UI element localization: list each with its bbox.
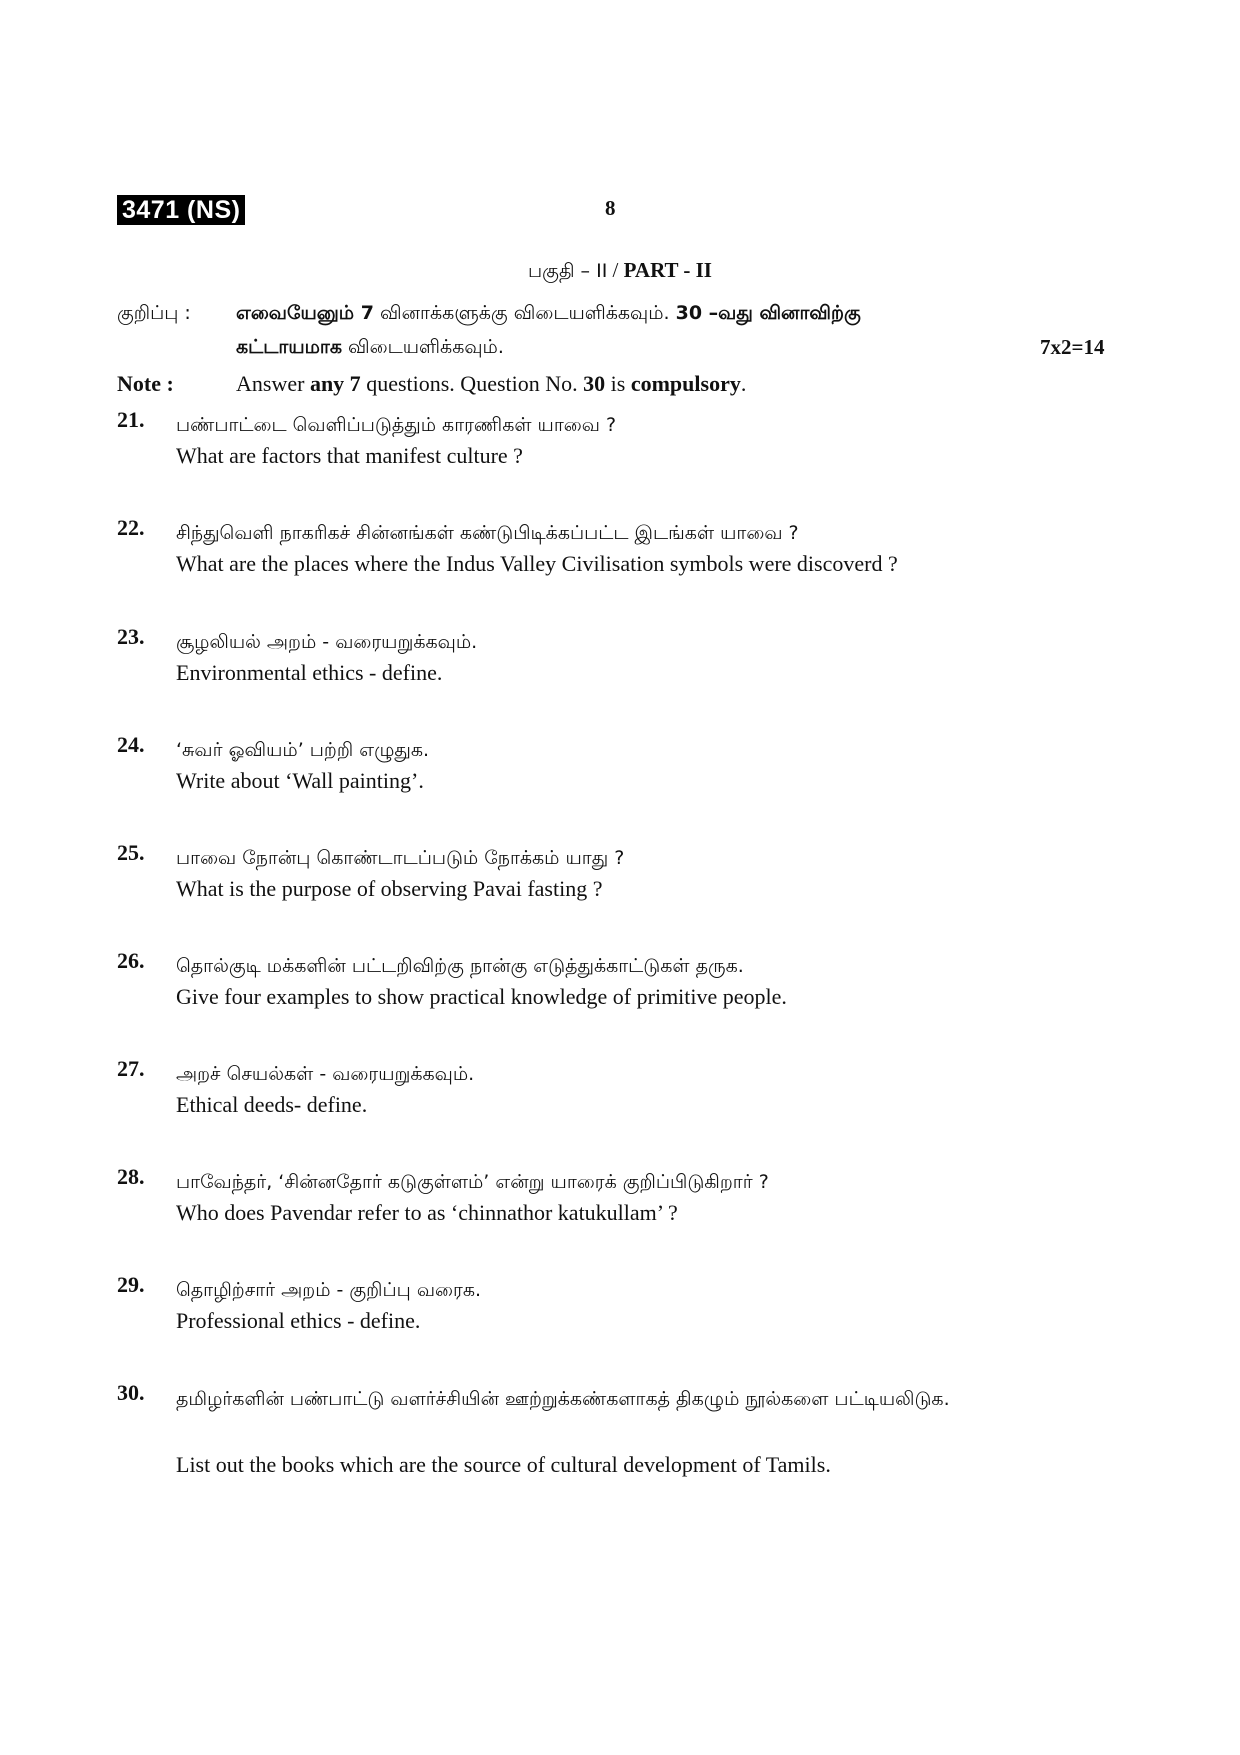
question-number: 21. <box>117 407 145 432</box>
part-heading-tamil: பகுதி – II <box>528 260 608 282</box>
instruction-label-tamil: குறிப்பு : <box>117 302 191 324</box>
note-emphasis-compulsory: compulsory <box>630 371 741 396</box>
question-number: 22. <box>117 515 145 540</box>
question-text-tamil: அறச் செயல்கள் - வரையறுக்கவும். <box>176 1063 475 1085</box>
note-part: is <box>605 371 631 396</box>
question-number: 29. <box>117 1272 145 1297</box>
question-number: 28. <box>117 1164 145 1189</box>
page-number: 8 <box>605 196 616 220</box>
instruction-text-answer: வினாக்களுக்கு விடையளிக்கவும். <box>373 302 676 324</box>
question-number: 26. <box>117 948 145 973</box>
question-number: 30. <box>117 1380 145 1405</box>
question-text-tamil: பாவேந்தர், ‘சின்னதோர் கடுகுள்ளம்’ என்று யாரைக் குறிப்பிடுகிறார் ? <box>176 1171 769 1193</box>
note-text <box>236 371 746 397</box>
question-text-english: What are the places where the Indus Valley Civilisation symbols were discoverd ? <box>176 551 898 576</box>
question-text-english: Who does Pavendar refer to as ‘chinnathor katukullam’ ? <box>176 1200 678 1225</box>
instruction-emphasis-any7: எவையேனும் 7 <box>236 302 374 324</box>
question-text-english: Environmental ethics - define. <box>176 660 443 685</box>
part-heading-separator: / <box>607 258 624 282</box>
part-heading <box>0 258 1240 285</box>
instruction-emphasis-q30: 30 –வது வினாவிற்கு <box>675 302 861 324</box>
question-number: 25. <box>117 840 145 865</box>
instruction-emphasis-compulsory: கட்டாயமாக <box>236 336 342 358</box>
note-label: Note : <box>117 371 174 396</box>
question-text-tamil: தமிழர்களின் பண்பாட்டு வளர்ச்சியின் ஊற்றுக்கண்களாகத் திகழும் நூல்களை பட்டியலிடுக. <box>176 1388 950 1410</box>
question-text-english: What is the purpose of observing Pavai fasting ? <box>176 876 603 901</box>
question-paper-code: 3471 (NS) <box>117 195 245 225</box>
question-text-english: Ethical deeds- define. <box>176 1092 368 1117</box>
question-text-tamil: தொழிற்சார் அறம் - குறிப்பு வரைக. <box>176 1279 482 1301</box>
question-text-tamil: ‘சுவர் ஓவியம்’ பற்றி எழுதுக. <box>176 739 430 761</box>
question-number: 27. <box>117 1056 145 1081</box>
marks-allocation: 7x2=14 <box>1040 335 1105 359</box>
note-emphasis-30: 30 <box>583 371 606 396</box>
note-part: . <box>740 371 747 396</box>
question-text-english: List out the books which are the source of cultural development of Tamils. <box>176 1452 831 1477</box>
note-part: questions. Question No. <box>360 371 584 396</box>
part-heading-english: PART - II <box>623 258 712 282</box>
note-part: Answer <box>236 371 310 396</box>
instruction-line-1 <box>236 302 861 327</box>
question-text-tamil: பண்பாட்டை வெளிப்படுத்தும் காரணிகள் யாவை ? <box>176 414 617 436</box>
question-text-english: What are factors that manifest culture ? <box>176 443 523 468</box>
question-text-tamil: பாவை நோன்பு கொண்டாடப்படும் நோக்கம் யாது ? <box>176 847 625 869</box>
question-text-tamil: சிந்துவெளி நாகரிகச் சின்னங்கள் கண்டுபிடிக்கப்பட்ட இடங்கள் யாவை ? <box>176 522 799 544</box>
question-text-english: Give four examples to show practical knowledge of primitive people. <box>176 984 787 1009</box>
question-text-tamil: சூழலியல் அறம் - வரையறுக்கவும். <box>176 631 478 653</box>
instruction-line-2 <box>236 336 504 361</box>
note-emphasis-any7: any 7 <box>309 371 361 396</box>
question-text-english: Professional ethics - define. <box>176 1308 421 1333</box>
question-text-tamil: தொல்குடி மக்களின் பட்டறிவிற்கு நான்கு எடுத்துக்காட்டுகள் தருக. <box>176 955 744 977</box>
question-number: 23. <box>117 624 145 649</box>
instruction-text-answer-2: விடையளிக்கவும். <box>341 336 504 358</box>
question-number: 24. <box>117 732 145 757</box>
question-text-english: Write about ‘Wall painting’. <box>176 768 424 793</box>
